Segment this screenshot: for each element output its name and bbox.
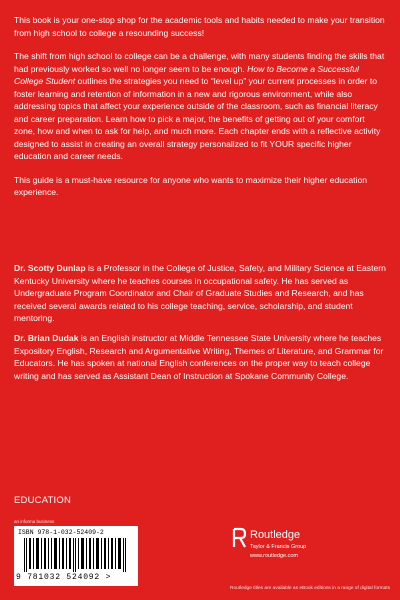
publisher-block [232, 527, 392, 577]
publisher-name: Routledge [250, 529, 301, 541]
subject-category: EDUCATION [14, 495, 72, 506]
isbn-label: ISBN 978-1-032-52409-2 [18, 529, 104, 536]
author-name: Dr. Scotty Dunlap [14, 263, 86, 273]
ebook-availability: Routledge titles are available as eBook editions in a range of digital formats [230, 586, 390, 591]
barcode-digits [16, 573, 111, 582]
blurb-paragraph-2 [14, 50, 388, 163]
author-name: Dr. Brian Dudak [14, 333, 79, 343]
book-title: How to Become a Successful College Student [14, 63, 359, 86]
routledge-logo-icon [232, 527, 246, 549]
blurb [14, 14, 388, 210]
blurb-p2-body: outlines the strategies you need to “level up” your current processes in order to foster learning and retention of information in a new and rigorous environment, while also addressing topics that affect your experience outside of the classroom, such as financial literacy and career preparation. Learn how to pick a major, the benefits of getting out of your comfort zone, how and when to ask for help, and much more. Each chapter ends with a reflective activity designed to assist in creating an overall strategy personalized to fit YOUR specific higher education and career needs. [14, 76, 381, 161]
barcode [14, 526, 138, 586]
author-bio-text: is a Professor in the College of Justice, Safety, and Military Science at Eastern Kentucky University where he teaches courses in occupational safety. He has served as Undergraduate Program Coordinator and Chair of Graduate Studies and Research, and has received several awards related to his college teaching, service, scholarship, and student mentoring. [14, 263, 386, 323]
author-bio-dunlap [14, 262, 388, 325]
author-bio-dudak [14, 332, 388, 382]
blurb-p2-intro: The shift from high school to college can be a challenge, with many students finding the skills that had previously worked so well no longer seem to be enough. [14, 51, 385, 74]
blurb-paragraph-1: This book is your one-stop shop for the academic tools and habits needed to make your transition from high school to college a resounding success! [14, 15, 385, 38]
blurb-paragraph-3: This guide is a must-have resource for anyone who wants to maximize their higher education experience. [14, 174, 367, 197]
barcode-number: 9 781032 524092 [16, 573, 101, 582]
barcode-addon-marker: > [105, 573, 112, 582]
publisher-group: Taylor & Francis Group [250, 544, 307, 550]
author-bio-text: is an English instructor at Middle Tennessee State University where he teaches Expository English, Research and Argumentative Writing, Themes of Literature, and Grammar for Educators. He has spoken at national English conferences on the proper way to teach college writing and has served as Assistant Dean of Instruction at Spokane Community College. [14, 333, 384, 381]
informa-tagline: an informa business [14, 519, 55, 524]
barcode-bars-icon [24, 538, 128, 572]
publisher-url[interactable]: www.routledge.com [250, 553, 298, 559]
